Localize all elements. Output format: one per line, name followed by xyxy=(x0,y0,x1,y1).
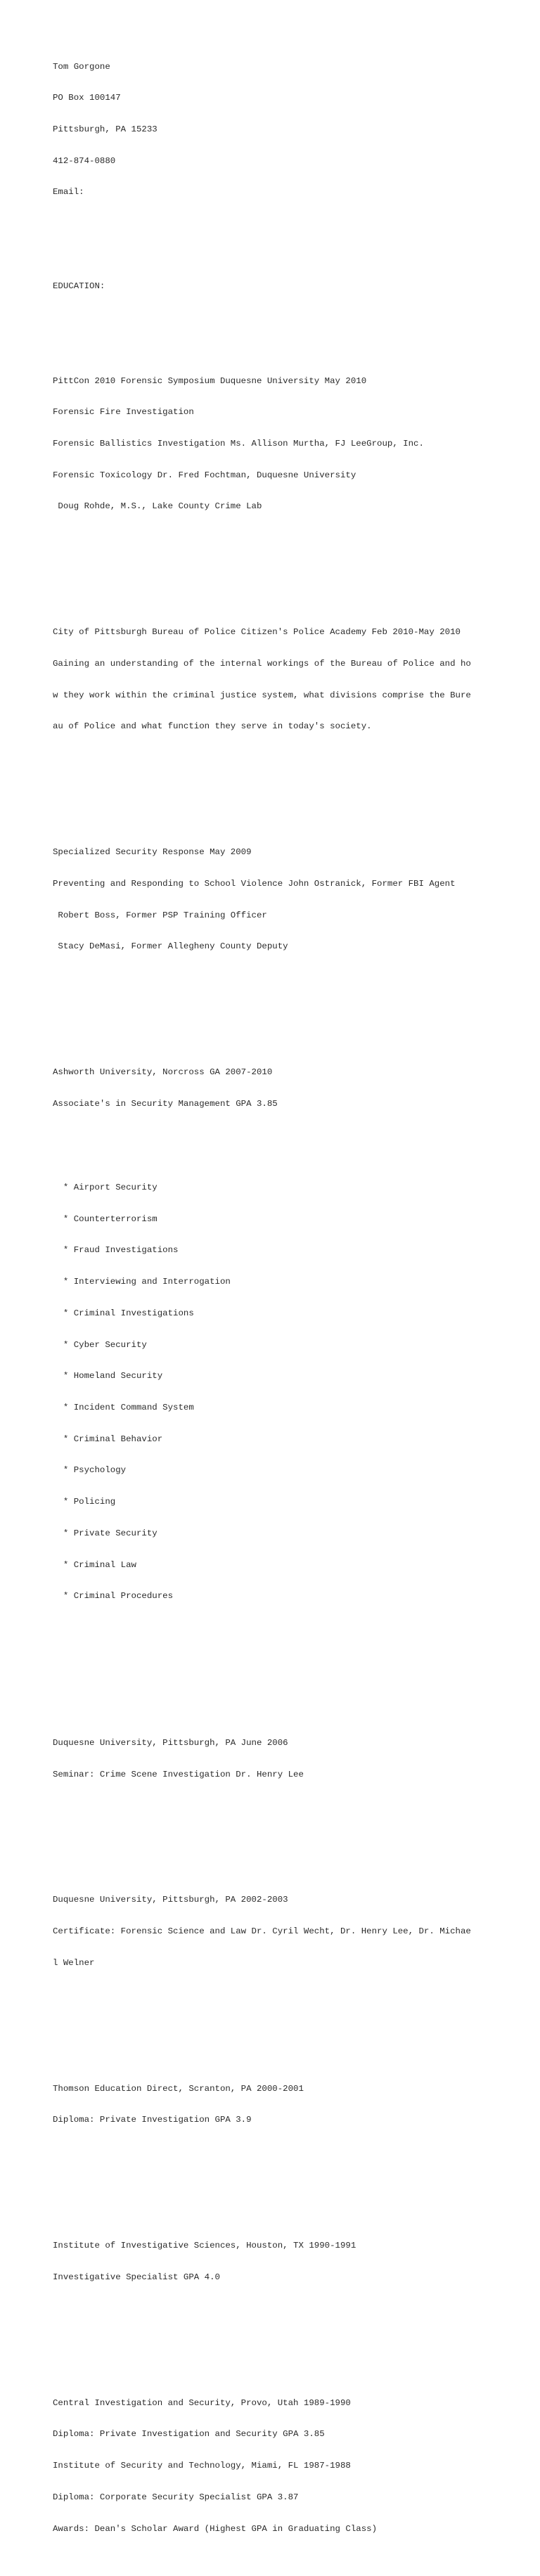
security-response-line: Stacy DeMasi, Former Allegheny County Deputy xyxy=(53,941,288,952)
duquesne-2006-section xyxy=(53,1717,517,1801)
central-line: Diploma: Private Investigation and Security GPA 3.85 xyxy=(53,2429,325,2440)
pittcon-section xyxy=(53,355,517,533)
course-list-item: * Criminal Procedures xyxy=(53,1591,174,1602)
academy-line: Gaining an understanding of the internal workings of the Bureau of Police and ho xyxy=(53,658,471,669)
spacer xyxy=(53,1005,517,1015)
course-list-item: * Airport Security xyxy=(53,1183,158,1193)
course-list xyxy=(53,1161,517,1623)
duquesne-2002-line: Duquesne University, Pittsburgh, PA 2002-2003 xyxy=(53,1895,288,1905)
spacer xyxy=(53,2178,517,2189)
spacer xyxy=(53,2021,517,2031)
course-list-item: * Psychology xyxy=(53,1465,127,1476)
duquesne-2006-line: Duquesne University, Pittsburgh, PA June 2006 xyxy=(53,1737,288,1748)
security-response-line: Preventing and Responding to School Violence John Ostranick, Former FBI Agent xyxy=(53,878,456,889)
academy-line: City of Pittsburgh Bureau of Police Citizen's Police Academy Feb 2010-May 2010 xyxy=(53,627,461,638)
contact-name: Tom Gorgone xyxy=(53,61,110,72)
academy-line: w they work within the criminal justice system, what divisions comprise the Bure xyxy=(53,690,471,700)
ashworth-section xyxy=(53,1046,517,1643)
course-list-item: * Homeland Security xyxy=(53,1371,163,1382)
course-list-item: * Interviewing and Interrogation xyxy=(53,1277,231,1287)
contact-address-line-2: Pittsburgh, PA 15233 xyxy=(53,124,158,134)
pittcon-line: Forensic Ballistics Investigation Ms. Allison Murtha, FJ LeeGroup, Inc. xyxy=(53,439,424,449)
iis-line: Investigative Specialist GPA 4.0 xyxy=(53,2272,220,2282)
pittcon-line: Forensic Toxicology Dr. Fred Fochtman, Duquesne University xyxy=(53,470,356,480)
ashworth-line: Associate's in Security Management GPA 3.85 xyxy=(53,1098,278,1109)
pittcon-line: Doug Rohde, M.S., Lake County Crime Lab xyxy=(53,501,262,512)
academy-line: au of Police and what function they serve in today's society. xyxy=(53,721,372,732)
iis-section xyxy=(53,2220,517,2303)
contact-address-line-1: PO Box 100147 xyxy=(53,93,121,103)
course-list-item: * Incident Command System xyxy=(53,1403,194,1412)
pittcon-line: Forensic Fire Investigation xyxy=(53,407,194,418)
central-line: Institute of Security and Technology, Miami, FL 1987-1988 xyxy=(53,2461,351,2471)
course-list-item: * Policing xyxy=(53,1497,116,1507)
contact-block xyxy=(53,41,517,219)
spacer xyxy=(53,785,517,795)
contact-email: Email: xyxy=(53,187,84,198)
central-line: Diploma: Corporate Security Specialist GPA 3.87 xyxy=(53,2492,299,2502)
spacer xyxy=(53,1832,517,1843)
course-list-item: * Criminal Investigations xyxy=(53,1308,194,1318)
spacer xyxy=(53,1131,517,1141)
contact-phone: 412-874-0880 xyxy=(53,155,116,166)
central-investigation-section xyxy=(53,2377,517,2555)
education-heading: EDUCATION: xyxy=(53,281,105,292)
thomson-line: Diploma: Private Investigation GPA 3.9 xyxy=(53,2115,252,2125)
security-response-section xyxy=(53,826,517,973)
security-response-line: Robert Boss, Former PSP Training Officer xyxy=(53,910,267,920)
duquesne-2002-line: l Welner xyxy=(53,1957,95,1968)
security-response-line: Specialized Security Response May 2009 xyxy=(53,847,252,858)
course-list-item: * Fraud Investigations xyxy=(53,1245,179,1256)
duquesne-2002-line: Certificate: Forensic Science and Law Dr. Cyril Wecht, Dr. Henry Lee, Dr. Michae xyxy=(53,1926,471,1937)
course-list-item: * Criminal Behavior xyxy=(53,1434,163,1444)
spacer xyxy=(53,1675,517,1685)
pittcon-line: PittCon 2010 Forensic Symposium Duquesne University May 2010 xyxy=(53,375,367,386)
duquesne-2002-section xyxy=(53,1874,517,1990)
course-list-item: * Cyber Security xyxy=(53,1339,147,1350)
course-list-item: * Counterterrorism xyxy=(53,1213,158,1224)
spacer xyxy=(53,250,517,261)
thomson-section xyxy=(53,2063,517,2146)
course-list-item: * Private Security xyxy=(53,1528,158,1538)
central-line: Central Investigation and Security, Provo, Utah 1989-1990 xyxy=(53,2397,351,2408)
thomson-line: Thomson Education Direct, Scranton, PA 2000-2001 xyxy=(53,2083,304,2094)
awards-line: Awards: Dean's Scholar Award (Highest GPA in Graduating Class) xyxy=(53,2523,378,2534)
resume-document xyxy=(53,9,517,2576)
spacer xyxy=(53,313,517,323)
citizens-police-academy-section xyxy=(53,606,517,753)
spacer xyxy=(53,2335,517,2345)
ashworth-line: Ashworth University, Norcross GA 2007-2010 xyxy=(53,1067,273,1078)
iis-line: Institute of Investigative Sciences, Houston, TX 1990-1991 xyxy=(53,2241,356,2251)
course-list-item: * Criminal Law xyxy=(53,1559,136,1570)
spacer xyxy=(53,565,517,575)
duquesne-2006-line: Seminar: Crime Scene Investigation Dr. Henry Lee xyxy=(53,1769,304,1779)
